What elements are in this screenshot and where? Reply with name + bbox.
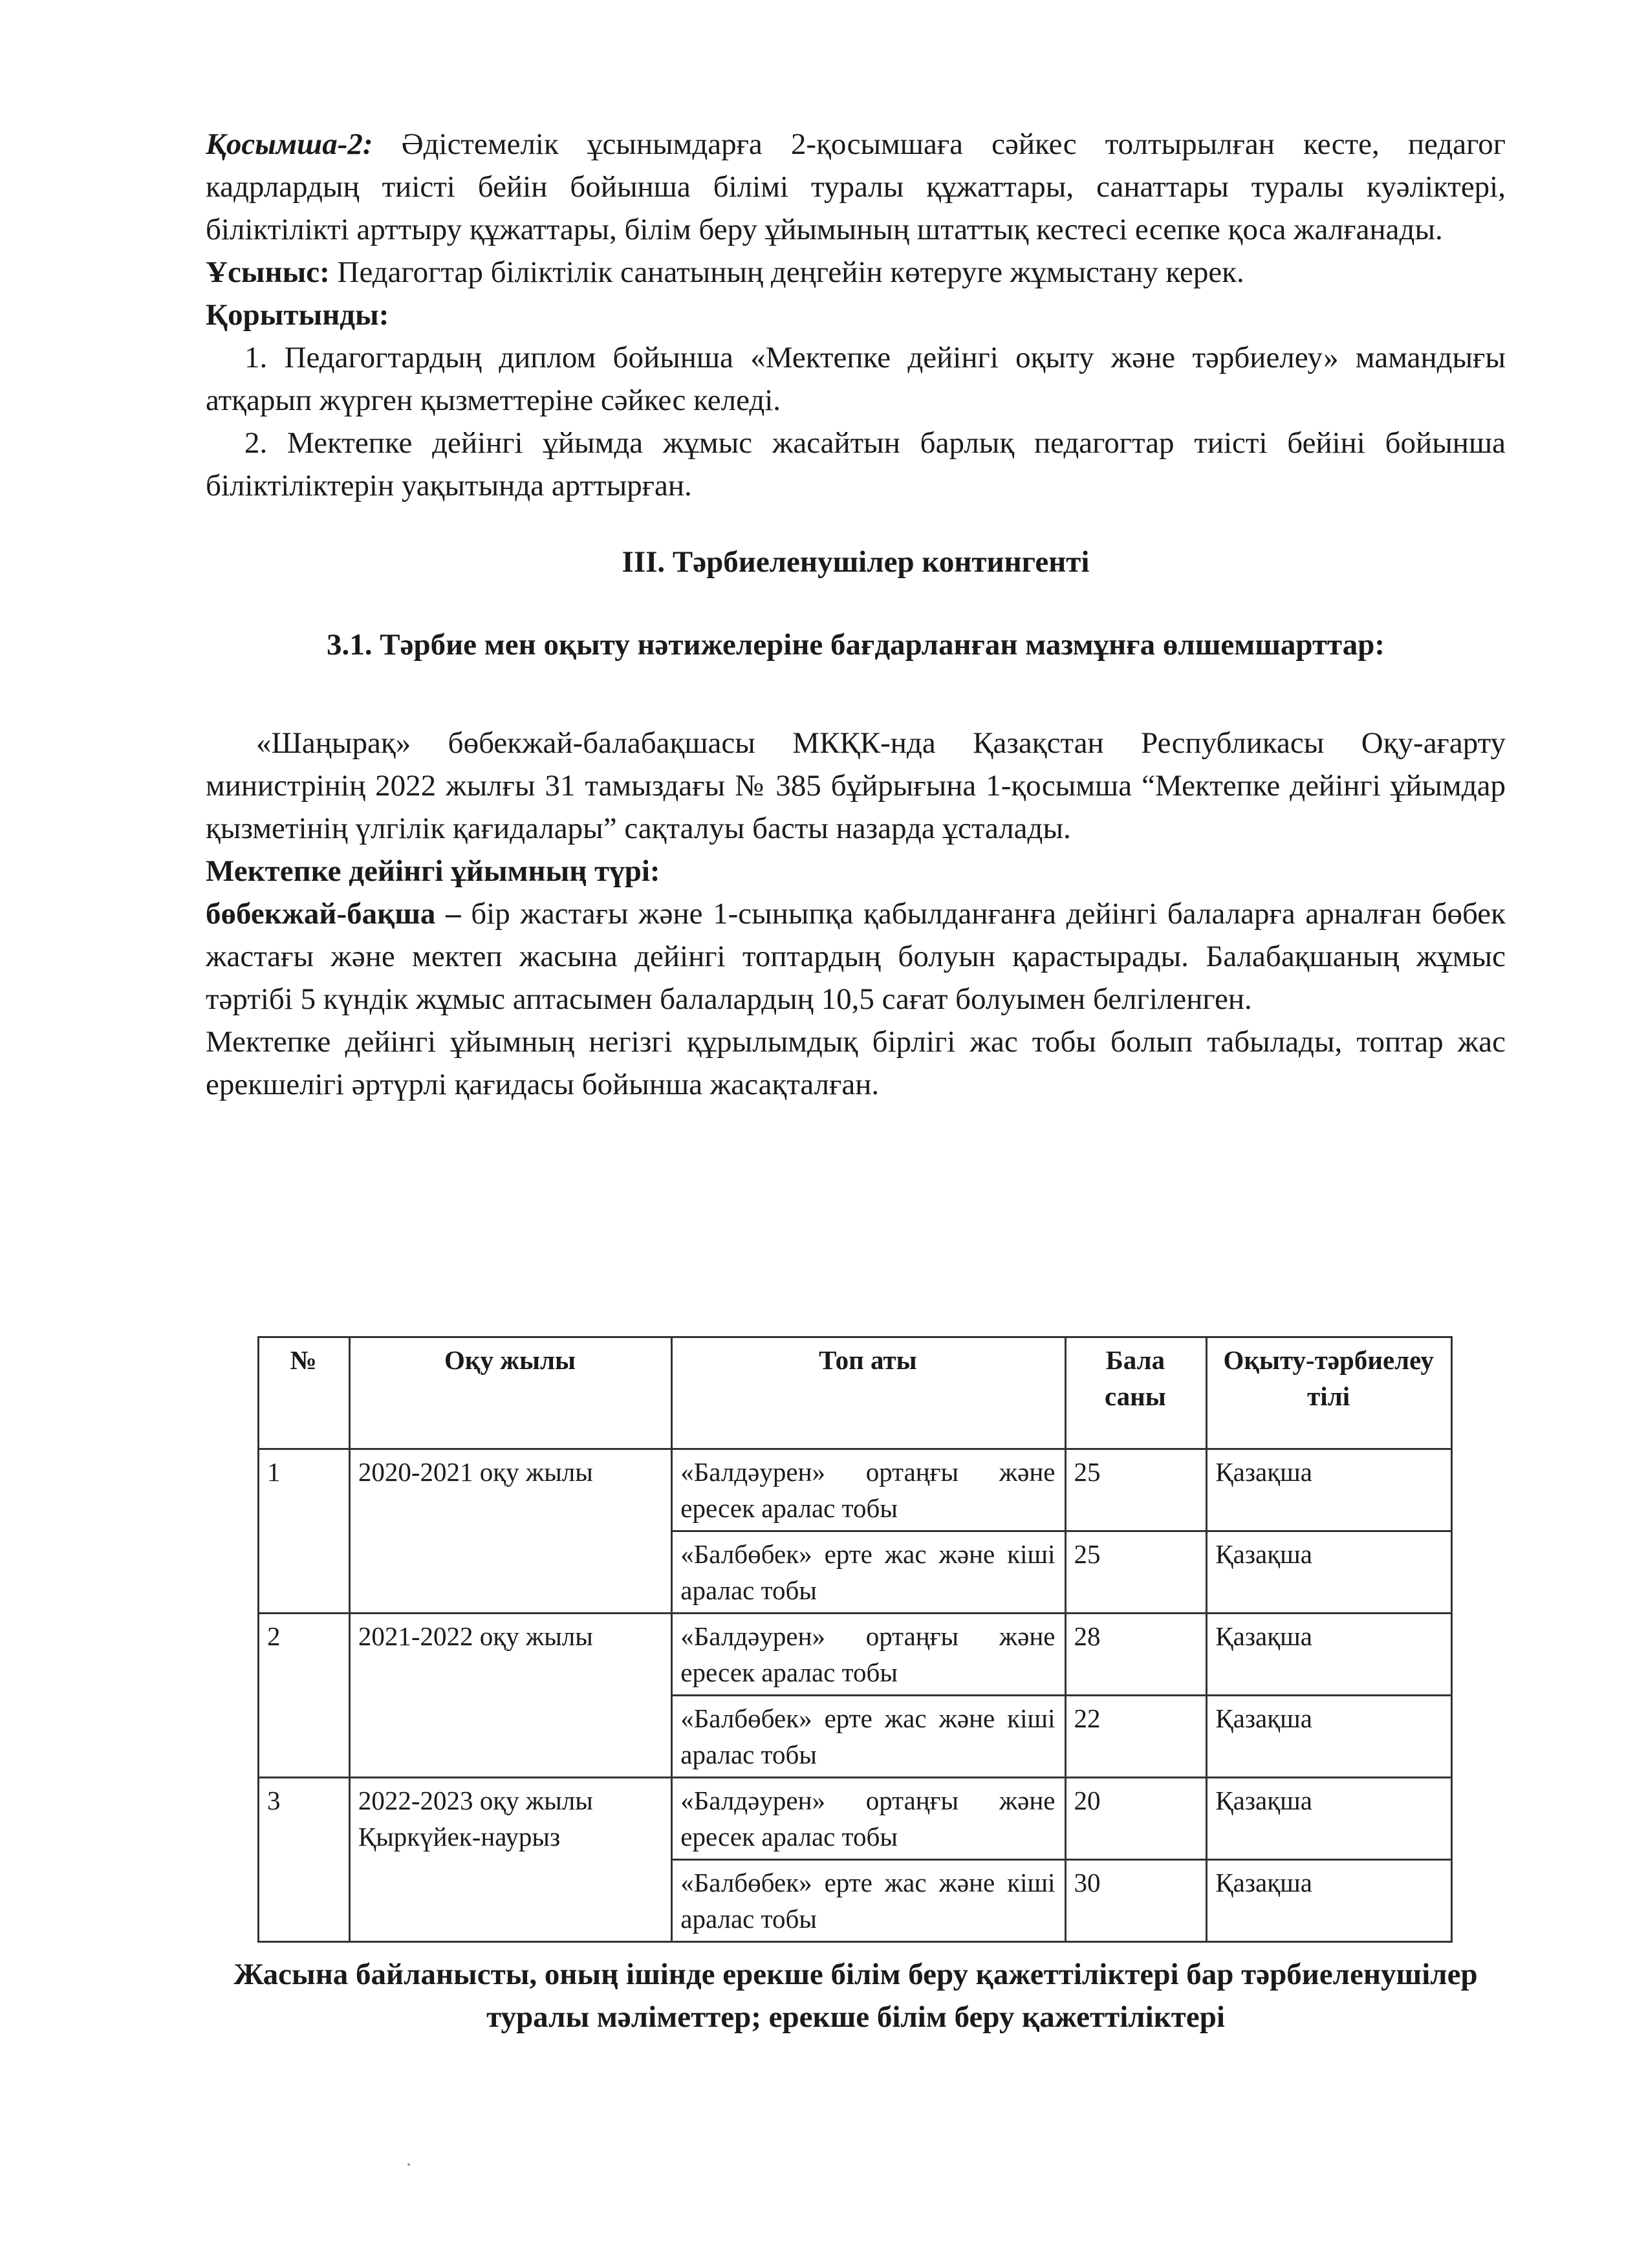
intro-paragraph: «Шаңырақ» бөбекжай-балабақшасы МКҚК-нда Қазақстан Республикасы Оқу-ағарту министрінің 2022 жылғы 31 тамыздағы № 385 бұйрығына 1-қосымша “Мектепке дейінгі ұйымдар қызметінің үлгілік қағидалары” сақталуы басты назарда ұсталады.	[206, 726, 1506, 845]
row-child-count: 30	[1065, 1860, 1207, 1942]
row-school-year: 2021-2022 оқу жылы	[349, 1614, 671, 1778]
recommendation-text: Педагогтар біліктілік санатының деңгейін көтеруге жұмыстану керек.	[329, 255, 1244, 289]
row-child-count: 25	[1065, 1531, 1207, 1614]
header-school-year: Оқу жылы	[349, 1337, 671, 1449]
row-language: Қазақша	[1207, 1860, 1452, 1942]
row-number: 3	[259, 1778, 350, 1942]
org-type-text: бір жастағы және 1-сыныпқа қабылданғанға дейінгі балаларға арналған бөбек жастағы және мектеп жасына дейінгі топтардың болуын қарастырады. Балабақшаның жұмыс тәртібі 5 күндік жұмыс аптасымен балалардың 10,5 сағат болуымен белгіленген.	[206, 897, 1506, 1016]
org-structure-paragraph: Мектепке дейінгі ұйымның негізгі құрылымдық бірлігі жас тобы болып табылады, топтар жас ерекшелігі әртүрлі қағидасы бойынша жасақталған.	[206, 1025, 1506, 1101]
row-language: Қазақша	[1207, 1778, 1452, 1860]
row-child-count: 28	[1065, 1614, 1207, 1696]
row-group-name: «Балбөбек» ерте жас және кіші аралас тобы	[672, 1531, 1065, 1614]
recommendation-paragraph	[206, 251, 1506, 294]
row-number: 2	[259, 1614, 350, 1778]
row-child-count: 22	[1065, 1696, 1207, 1778]
conclusion-heading: Қорытынды:	[206, 298, 389, 332]
org-type-heading: Мектепке дейінгі ұйымның түрі:	[206, 854, 660, 888]
row-group-name: «Балбөбек» ерте жас және кіші аралас тобы	[672, 1696, 1065, 1778]
header-child-count: Бала саны	[1065, 1337, 1207, 1449]
row-group-name: «Балдәурен» ортаңғы және ересек аралас тобы	[672, 1778, 1065, 1860]
appendix-text: Әдістемелік ұсынымдарға 2-қосымшаға сәйкес толтырылған кесте, педагог кадрлардың тиісті бейін бойынша білімі туралы құжаттары, санаттары туралы куәліктері, біліктілікті арттыру құжаттары, білім беру ұйымының штаттық кестесі есепке қоса жалғанады.	[206, 127, 1506, 246]
row-group-name: «Балдәурен» ортаңғы және ересек аралас тобы	[672, 1449, 1065, 1531]
table-row	[259, 1449, 1452, 1531]
conclusion-item-1: 1. Педагогтардың диплом бойынша «Мектепке дейінгі оқыту және тәрбиелеу» мамандығы атқарып жүрген қызметтеріне сәйкес келеді.	[206, 341, 1506, 417]
row-language: Қазақша	[1207, 1449, 1452, 1531]
contingent-table	[257, 1336, 1453, 1943]
recommendation-label: Ұсыныс:	[206, 255, 330, 289]
document-page	[206, 123, 1506, 2034]
table-header-row	[259, 1337, 1452, 1449]
row-school-year: 2022-2023 оқу жылы Қыркүйек-наурыз	[349, 1778, 671, 1942]
appendix-paragraph	[206, 123, 1506, 251]
scan-speck	[407, 2163, 410, 2166]
org-type-definition	[206, 892, 1506, 1021]
appendix-label: Қосымша-2:	[206, 127, 373, 161]
header-number: №	[259, 1337, 350, 1449]
row-number: 1	[259, 1449, 350, 1614]
row-child-count: 25	[1065, 1449, 1207, 1531]
header-language: Оқыту-тәрбиелеу тілі	[1207, 1337, 1452, 1449]
conclusion-item-2: 2. Мектепке дейінгі ұйымда жұмыс жасайтын барлық педагогтар тиісті бейіні бойынша біліктіліктерін уақытында арттырған.	[206, 426, 1506, 502]
closing-heading: Жасына байланысты, оның ішінде ерекше білім беру қажеттіліктері бар тәрбиеленушілер туралы мәліметтер; ерекше білім беру қажеттіліктері	[233, 1958, 1478, 2034]
header-group-name: Топ аты	[672, 1337, 1065, 1449]
section-subtitle: 3.1. Тәрбие мен оқыту нәтижелеріне бағдарланған мазмұнға өлшемшарттар:	[326, 628, 1385, 662]
org-type-term: бөбекжай-бақша –	[206, 897, 461, 931]
row-language: Қазақша	[1207, 1614, 1452, 1696]
row-group-name: «Балдәурен» ортаңғы және ересек аралас тобы	[672, 1614, 1065, 1696]
row-child-count: 20	[1065, 1778, 1207, 1860]
row-group-name: «Балбөбек» ерте жас және кіші аралас тобы	[672, 1860, 1065, 1942]
row-language: Қазақша	[1207, 1531, 1452, 1614]
section-title: ІІІ. Тәрбиеленушілер контингенті	[622, 545, 1090, 579]
table-row	[259, 1614, 1452, 1696]
table-row	[259, 1778, 1452, 1860]
row-language: Қазақша	[1207, 1696, 1452, 1778]
row-school-year: 2020-2021 оқу жылы	[349, 1449, 671, 1614]
